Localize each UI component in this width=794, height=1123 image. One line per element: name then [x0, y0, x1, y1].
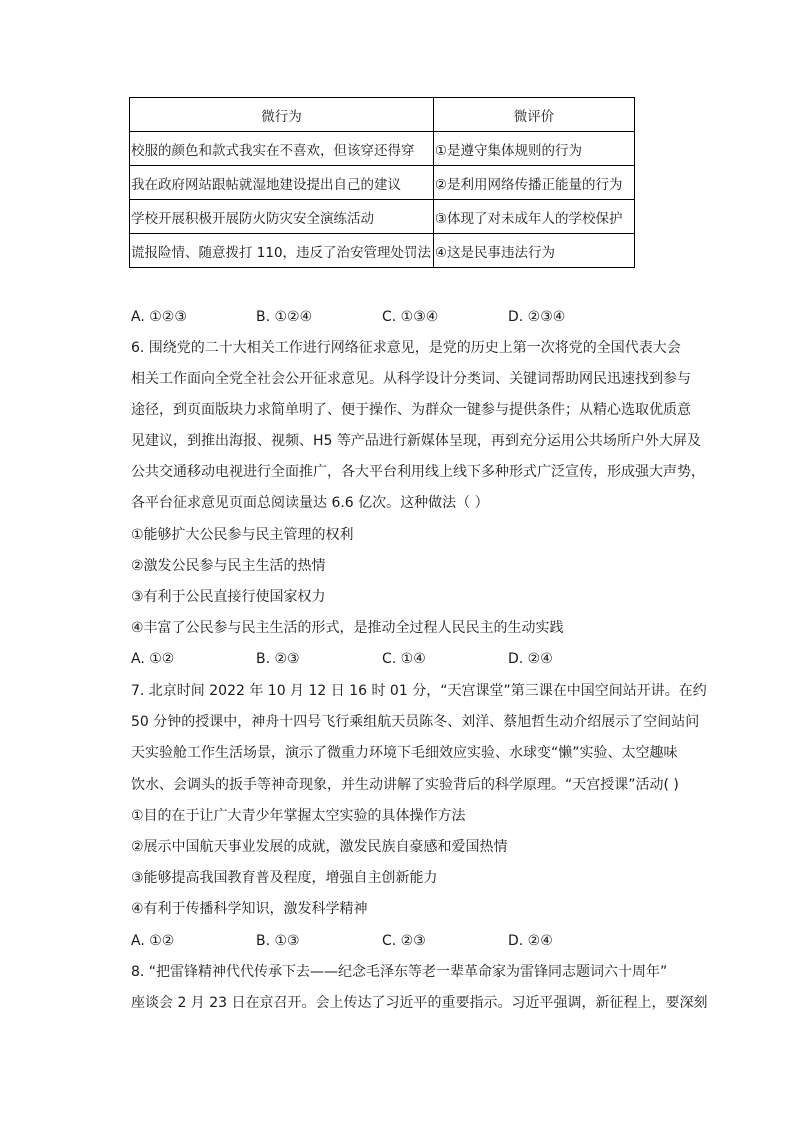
q6-statement: ④丰富了公民参与民主生活的形式，是推动全过程人民民主的生动实践 — [131, 620, 564, 636]
table-row — [130, 234, 635, 268]
q6-statement: ①能够扩大公民参与民主管理的权利 — [131, 527, 354, 543]
table-row — [130, 166, 635, 200]
table-cell: 我在政府网站跟帖就湿地建设提出自己的建议 — [130, 166, 434, 200]
table-header-cell: 微行为 — [130, 98, 434, 132]
table-cell: ③体现了对未成年人的学校保护 — [433, 200, 634, 234]
option-a[interactable]: A. ①②③ — [131, 309, 187, 325]
table-cell: 校服的颜色和款式我实在不喜欢，但该穿还得穿 — [130, 132, 434, 166]
q6-stem-line: 公共交通移动电视进行全面推广，各大平台利用线上线下多种形式广泛宣传，形成强大声势， — [131, 464, 705, 480]
q7-stem-line: 饮水、会调头的扳手等神奇现象，并生动讲解了实验背后的科学原理。“天宫授课”活动( ) — [131, 777, 679, 793]
option-c[interactable]: C. ①③④ — [382, 309, 439, 325]
q7-stem-line: 7. 北京时间 2022 年 10 月 12 日 16 时 01 分，“天宫课堂”第三课在中国空间站开讲。在约 — [131, 683, 707, 699]
option-a[interactable]: A. ①② — [131, 651, 175, 667]
option-b[interactable]: B. ①②④ — [256, 309, 313, 325]
option-d[interactable]: D. ②④ — [508, 933, 553, 949]
table-header-row — [130, 98, 635, 132]
q7-stem-line: 50 分钟的授课中，神舟十四号飞行乘组航天员陈冬、刘洋、蔡旭哲生动介绍展示了空间站问 — [131, 714, 700, 730]
q7-stem-line: 天实验舱工作生活场景，演示了微重力环境下毛细效应实验、水球变“懒”实验、太空趣味 — [131, 745, 678, 761]
table-row — [130, 132, 635, 166]
q6-statement: ②激发公民参与民主生活的热情 — [131, 558, 326, 574]
q8-stem-line: 8. “把雷锋精神代代传承下去——纪念毛泽东等老一辈革命家为雷锋同志题词六十周年” — [131, 964, 668, 980]
q6-stem-line: 见建议，到推出海报、视频、H5 等产品进行新媒体呈现，再到充分运用公共场所户外大屏及 — [131, 433, 701, 449]
table-cell: ①是遵守集体规则的行为 — [433, 132, 634, 166]
q7-statement: ④有利于传播科学知识，激发科学精神 — [131, 901, 368, 917]
q6-stem-line: 6. 围绕党的二十大相关工作进行网络征求意见，是党的历史上第一次将党的全国代表大会 — [131, 340, 681, 356]
option-d[interactable]: D. ②③④ — [508, 309, 566, 325]
option-b[interactable]: B. ①③ — [256, 933, 300, 949]
q7-statement: ②展示中国航天事业发展的成就，激发民族自豪感和爱国热情 — [131, 839, 508, 855]
q6-stem-line: 各平台征求意见页面总阅读量达 6.6 亿次。这种做法（ ） — [131, 495, 489, 511]
q7-statement: ①目的在于让广大青少年掌握太空实验的具体操作方法 — [131, 808, 466, 824]
option-c[interactable]: C. ①④ — [382, 651, 426, 667]
table-cell: ②是利用网络传播正能量的行为 — [433, 166, 634, 200]
table-header-cell: 微评价 — [433, 98, 634, 132]
option-b[interactable]: B. ②③ — [256, 651, 300, 667]
table-row — [130, 200, 635, 234]
q6-stem-line: 途径，到页面版块力求简单明了、便于操作、为群众一键参与提供条件；从精心选取优质意 — [131, 402, 691, 418]
q7-statement: ③能够提高我国教育普及程度，增强自主创新能力 — [131, 870, 438, 886]
table-cell: ④这是民事违法行为 — [433, 234, 634, 268]
table-cell: 学校开展积极开展防火防灾安全演练活动 — [130, 200, 434, 234]
option-a[interactable]: A. ①② — [131, 933, 175, 949]
option-c[interactable]: C. ②③ — [382, 933, 426, 949]
behavior-evaluation-table — [129, 97, 635, 268]
q6-stem-line: 相关工作面向全党全社会公开征求意见。从科学设计分类词、关键词帮助网民迅速找到参与 — [131, 371, 691, 387]
q8-stem-line: 座谈会 2 月 23 日在京召开。会上传达了习近平的重要指示。习近平强调，新征程上，要深刻 — [131, 995, 708, 1011]
q6-statement: ③有利于公民直接行使国家权力 — [131, 589, 326, 605]
option-d[interactable]: D. ②④ — [508, 651, 553, 667]
table-cell: 谎报险情、随意拨打 110，违反了治安管理处罚法 — [130, 234, 434, 268]
